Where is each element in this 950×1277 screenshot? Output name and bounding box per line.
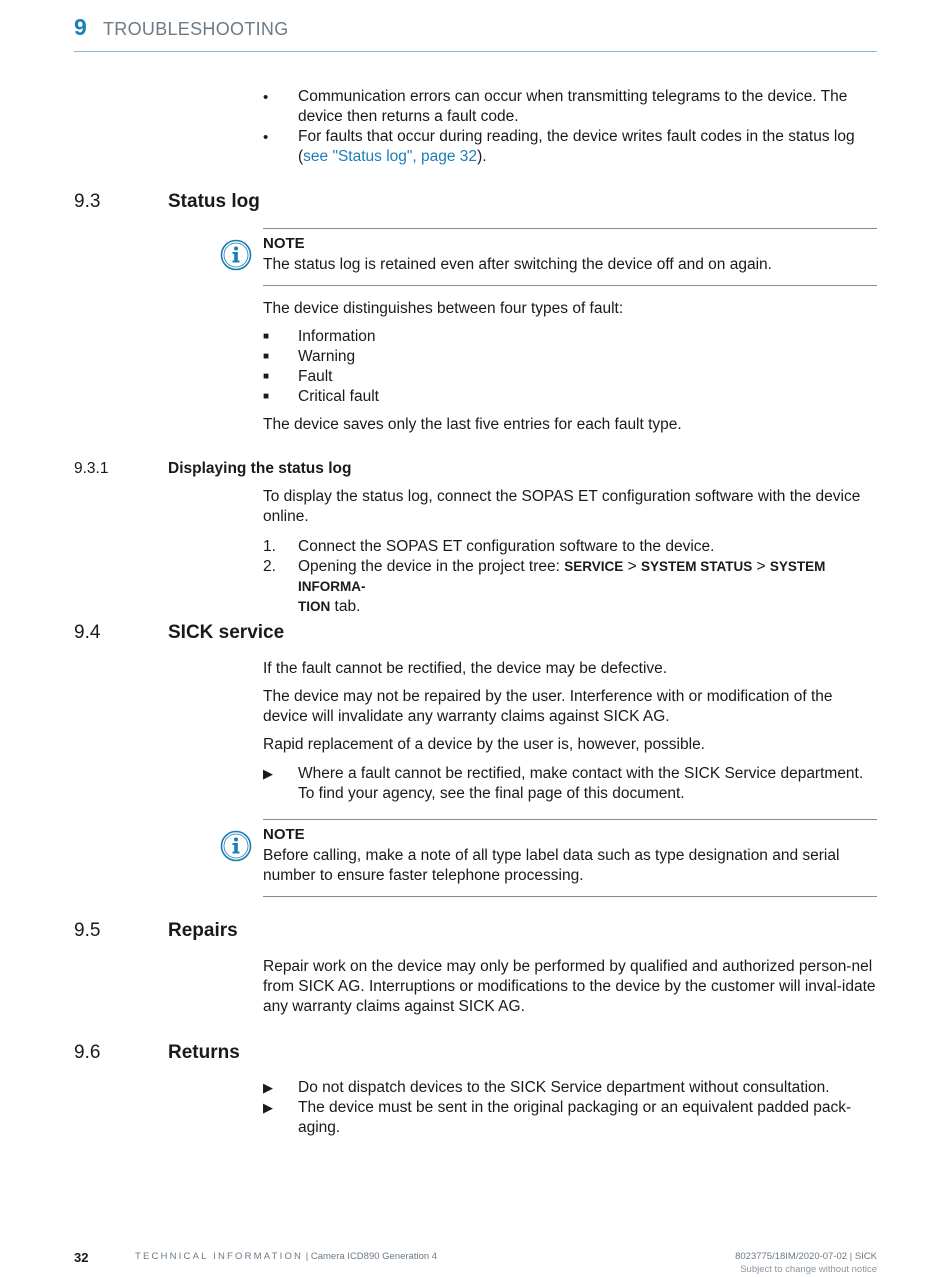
intro-bullet-1: Communication errors can occur when transmitting telegrams to the device. The device then returns a fault code. bbox=[298, 88, 848, 125]
footer-doc-id: 8023775/18IM/2020-07-02 | SICK bbox=[735, 1251, 877, 1262]
service-para-2: The device may not be repaired by the user. Interference with or modification of the device will invalidate any warranty claims against SICK AG. bbox=[263, 688, 833, 725]
path-separator: > bbox=[752, 558, 770, 575]
chapter-title: TROUBLESHOOTING bbox=[103, 19, 289, 39]
section-title-sick-service: SICK service bbox=[168, 622, 285, 643]
note-label: NOTE bbox=[263, 235, 305, 252]
intro-bullet-2 bbox=[298, 127, 878, 167]
right-triangle-icon: ▶ bbox=[263, 766, 273, 781]
fault-type-item: Information bbox=[298, 328, 376, 345]
bullet-dot: • bbox=[263, 129, 269, 146]
page-number: 32 bbox=[74, 1250, 89, 1265]
right-triangle-icon: ▶ bbox=[263, 1100, 273, 1115]
step-number: 2. bbox=[263, 558, 276, 575]
section-number: 9.6 bbox=[74, 1042, 101, 1063]
note-top-rule bbox=[263, 819, 877, 820]
info-circle-icon bbox=[220, 830, 252, 862]
square-bullet-icon: ■ bbox=[263, 391, 270, 402]
section-title-repairs: Repairs bbox=[168, 920, 238, 941]
intro-bullet-2-end: ). bbox=[477, 148, 487, 165]
step-2-text: Opening the device in the project tree: bbox=[298, 558, 565, 575]
subsection-title: Displaying the status log bbox=[168, 460, 352, 477]
section-number: 9.5 bbox=[74, 920, 101, 941]
display-intro: To display the status log, connect the SOPAS ET configuration software with the device online. bbox=[263, 488, 861, 525]
intro-bullet-2-text: For faults that occur during reading, the device writes fault codes in the status log ( bbox=[298, 128, 855, 165]
fault-types-intro: The device distinguishes between four types of fault: bbox=[263, 300, 624, 317]
step-number: 1. bbox=[263, 538, 276, 555]
service-para-1: If the fault cannot be rectified, the device may be defective. bbox=[263, 660, 668, 677]
note-top-rule bbox=[263, 228, 877, 229]
footer-notice: Subject to change without notice bbox=[740, 1264, 877, 1275]
footer-product: Camera ICD890 Generation 4 bbox=[310, 1251, 438, 1262]
repairs-para: Repair work on the device may only be performed by qualified and authorized person-nel from SICK AG. Interruptions or modifications to the device by the customer will inval-idate any warranty claims against SICK AG. bbox=[263, 958, 876, 1015]
square-bullet-icon: ■ bbox=[263, 351, 270, 362]
footer-doc-info bbox=[135, 1251, 437, 1262]
service-action: Where a fault cannot be rectified, make contact with the SICK Service department. To find your agency, see the final page of this document. bbox=[298, 765, 864, 802]
menu-path-service: SERVICE bbox=[564, 559, 624, 574]
footer-doc-type: TECHNICAL INFORMATION bbox=[135, 1251, 304, 1262]
note-text: The status log is retained even after switching the device off and on again. bbox=[263, 256, 772, 273]
section-number: 9.3 bbox=[74, 191, 101, 212]
returns-action-2: The device must be sent in the original packaging or an equivalent padded pack-aging. bbox=[298, 1099, 852, 1136]
footer-separator: | bbox=[303, 1251, 311, 1262]
status-log-link[interactable]: see "Status log", page 32 bbox=[303, 148, 478, 165]
menu-path-system-status: SYSTEM STATUS bbox=[640, 559, 753, 574]
fault-type-item: Warning bbox=[298, 348, 356, 365]
section-number: 9.4 bbox=[74, 622, 101, 643]
step-1: Connect the SOPAS ET configuration software to the device. bbox=[298, 538, 715, 555]
service-para-3: Rapid replacement of a device by the user is, however, possible. bbox=[263, 736, 705, 753]
fault-type-item: Fault bbox=[298, 368, 333, 385]
square-bullet-icon: ■ bbox=[263, 331, 270, 342]
returns-action-1: Do not dispatch devices to the SICK Service department without consultation. bbox=[298, 1079, 830, 1096]
menu-path-system-information-cont: TION bbox=[298, 599, 331, 614]
note-bottom-rule bbox=[263, 896, 877, 897]
bullet-dot: • bbox=[263, 89, 269, 106]
header-divider bbox=[74, 51, 877, 52]
note-bottom-rule bbox=[263, 285, 877, 286]
subsection-number: 9.3.1 bbox=[74, 460, 109, 477]
info-circle-icon bbox=[220, 239, 252, 271]
chapter-number: 9 bbox=[74, 14, 87, 40]
fault-types-outro: The device saves only the last five entries for each fault type. bbox=[263, 416, 682, 433]
note-label: NOTE bbox=[263, 826, 305, 843]
square-bullet-icon: ■ bbox=[263, 371, 270, 382]
section-title-returns: Returns bbox=[168, 1042, 240, 1063]
fault-type-item: Critical fault bbox=[298, 388, 379, 405]
step-2 bbox=[298, 557, 878, 617]
step-2-end: tab. bbox=[330, 598, 361, 615]
section-title-status-log: Status log bbox=[168, 191, 260, 212]
menu-path-system-information: SYSTEM INFORMA- bbox=[298, 559, 826, 594]
right-triangle-icon: ▶ bbox=[263, 1080, 273, 1095]
note-text: Before calling, make a note of all type label data such as type designation and serial number to ensure faster telephone processing. bbox=[263, 847, 840, 884]
path-separator: > bbox=[623, 558, 641, 575]
